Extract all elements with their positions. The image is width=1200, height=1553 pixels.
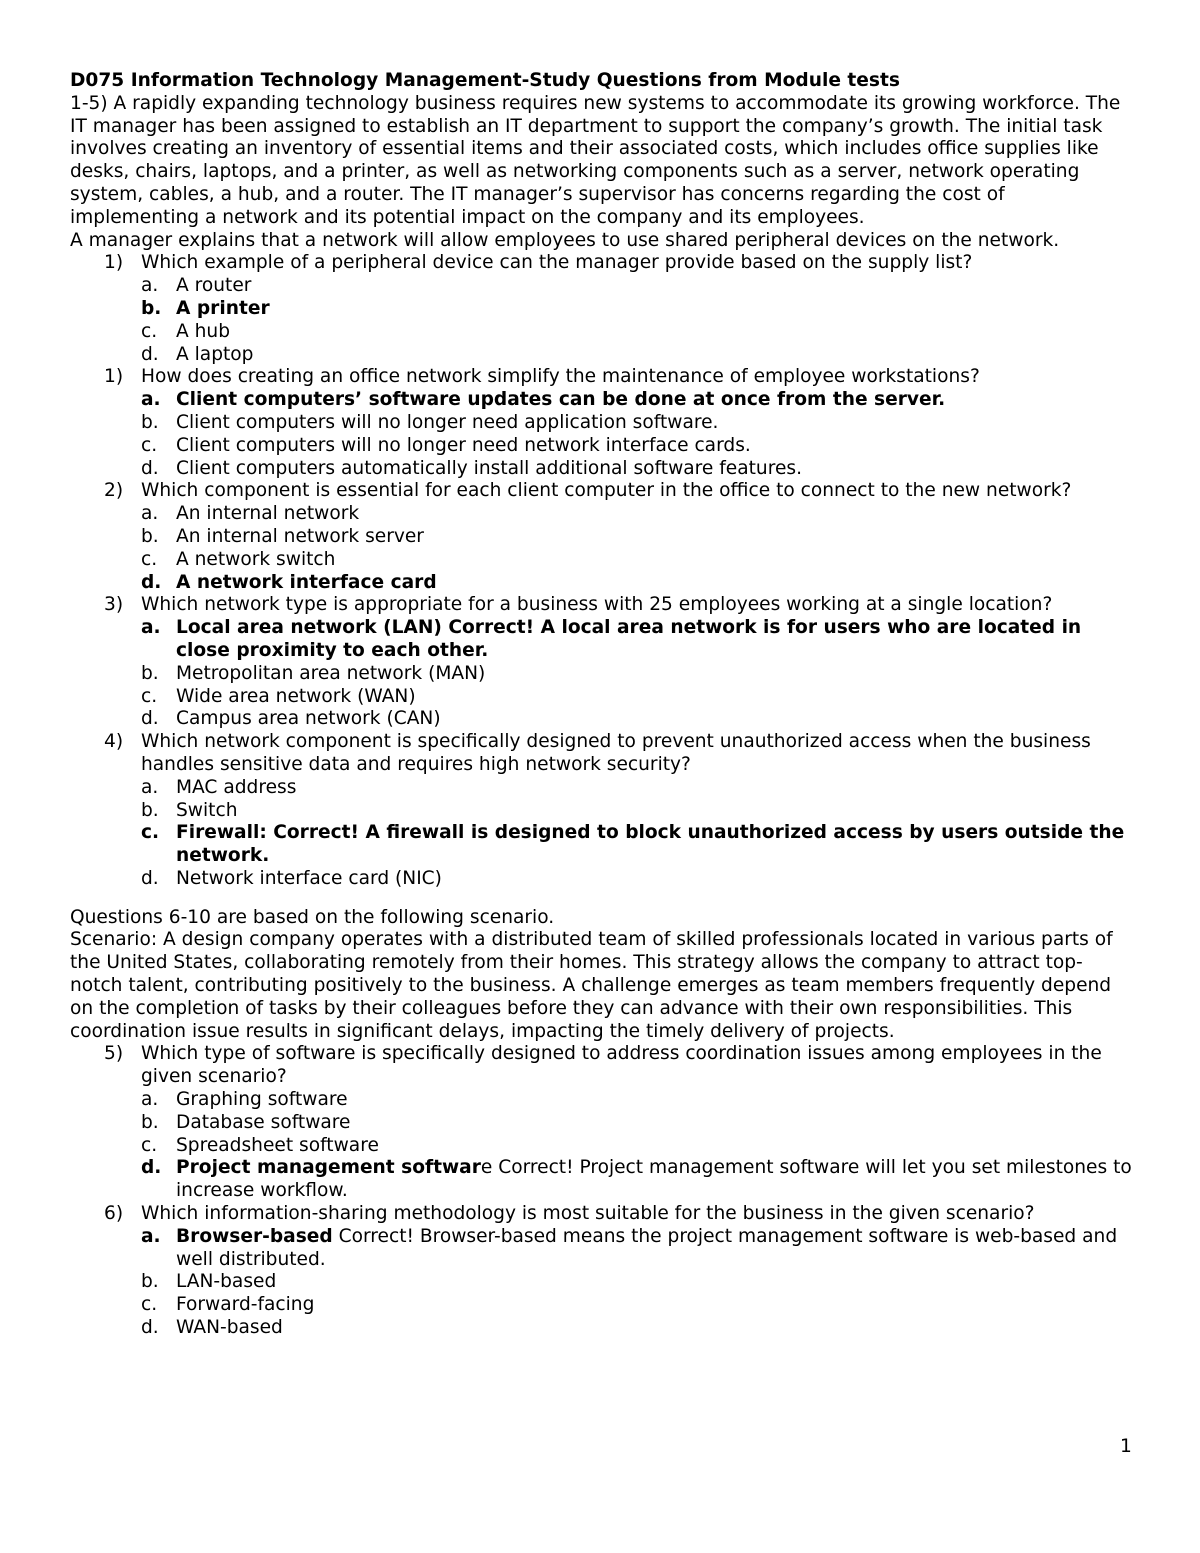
option-text: Forward-facing bbox=[176, 1294, 315, 1316]
option-text: e Correct! Project management software will let you set milestones to increase workflow. bbox=[176, 1157, 1132, 1202]
answer-option bbox=[70, 777, 1135, 800]
option-letter: d. bbox=[141, 457, 159, 479]
option-letter: c. bbox=[141, 320, 158, 342]
answer-option bbox=[70, 663, 1135, 686]
document-title: D075 Information Technology Management-Study Questions from Module tests bbox=[70, 70, 900, 91]
correct-answer-text: Client computers’ software updates can be done at once from the server. bbox=[176, 389, 946, 411]
option-letter: d. bbox=[141, 708, 159, 730]
option-text: An internal network bbox=[176, 503, 360, 525]
option-letter: a. bbox=[141, 503, 159, 525]
correct-answer-text: Project management softwar bbox=[176, 1157, 481, 1179]
option-letter: b. bbox=[141, 1271, 159, 1293]
question-item bbox=[70, 366, 1135, 389]
option-text: Switch bbox=[176, 799, 238, 821]
answer-option bbox=[70, 526, 1135, 549]
answer-option bbox=[70, 1135, 1135, 1158]
option-text: An internal network server bbox=[176, 525, 424, 547]
option-letter: b. bbox=[141, 1111, 159, 1133]
correct-answer-text: Local area network (LAN) Correct! A local area network is for users who are located in close proximity to each other. bbox=[176, 617, 1082, 661]
answer-option bbox=[70, 1294, 1135, 1317]
question-number: 1) bbox=[104, 366, 124, 388]
intro-followup: A manager explains that a network will allow employees to use shared peripheral devices on the network. bbox=[70, 229, 1060, 251]
option-letter: a. bbox=[141, 1225, 161, 1247]
question-item bbox=[70, 480, 1135, 503]
correct-answer-text: A network interface card bbox=[176, 571, 437, 593]
option-text: MAC address bbox=[176, 776, 297, 798]
answer-option bbox=[70, 344, 1135, 367]
answer-option bbox=[70, 822, 1135, 868]
intro-paragraph: 1-5) A rapidly expanding technology business requires new systems to accommodate its growing workforce. The IT manager has been assigned to establish an IT department to support the company’s growth. The initial task involves creating an inventory of essential items and their associated costs, which includes office supplies like desks, chairs, laptops, and a printer, as well as networking components such as a server, network operating system, cables, a hub, and a router. The IT manager’s supervisor has concerns regarding the cost of implementing a network and its potential impact on the company and its employees. bbox=[70, 92, 1121, 228]
option-letter: d. bbox=[141, 1317, 159, 1339]
option-text: A network switch bbox=[176, 548, 336, 570]
answer-option bbox=[70, 708, 1135, 731]
correct-answer-text: Firewall: Correct! A firewall is designed to block unauthorized access by users outside the network. bbox=[176, 822, 1125, 867]
answer-option bbox=[70, 572, 1135, 595]
answer-option bbox=[70, 1112, 1135, 1135]
page-number: 1 bbox=[1120, 1436, 1132, 1457]
option-text: Database software bbox=[176, 1111, 351, 1133]
option-letter: a. bbox=[141, 617, 161, 639]
answer-option bbox=[70, 275, 1135, 298]
section-gap bbox=[70, 891, 1135, 907]
option-text: A router bbox=[176, 275, 252, 297]
question-text: Which information-sharing methodology is most suitable for the business in the given scenario? bbox=[141, 1203, 1035, 1225]
question-number: 2) bbox=[104, 480, 124, 502]
option-letter: b. bbox=[141, 662, 159, 684]
option-letter: d. bbox=[141, 1157, 162, 1179]
option-text: Metropolitan area network (MAN) bbox=[176, 662, 486, 684]
option-letter: b. bbox=[141, 799, 159, 821]
answer-option bbox=[70, 458, 1135, 481]
option-letter: c. bbox=[141, 822, 160, 844]
option-text: Client computers will no longer need network interface cards. bbox=[176, 434, 751, 456]
option-letter: c. bbox=[141, 434, 158, 456]
answer-option bbox=[70, 321, 1135, 344]
question-text: Which example of a peripheral device can the manager provide based on the supply list? bbox=[141, 252, 973, 274]
section2-heading: Questions 6-10 are based on the following scenario. bbox=[70, 906, 555, 928]
option-letter: a. bbox=[141, 275, 159, 297]
option-text: Network interface card (NIC) bbox=[176, 867, 442, 889]
answer-option bbox=[70, 389, 1135, 412]
answer-option bbox=[70, 800, 1135, 823]
option-letter: d. bbox=[141, 571, 162, 593]
answer-option bbox=[70, 435, 1135, 458]
answer-option bbox=[70, 298, 1135, 321]
option-text: Client computers automatically install additional software features. bbox=[176, 457, 802, 479]
option-letter: a. bbox=[141, 389, 161, 411]
correct-answer-text: Browser-based bbox=[176, 1225, 333, 1247]
document-page bbox=[70, 70, 1135, 1340]
option-letter: c. bbox=[141, 685, 158, 707]
question-number: 5) bbox=[104, 1043, 124, 1065]
question-item bbox=[70, 594, 1135, 617]
answer-option bbox=[70, 1157, 1135, 1203]
question-list-2 bbox=[70, 1043, 1135, 1339]
option-text: Graphing software bbox=[176, 1089, 348, 1111]
option-letter: c. bbox=[141, 1134, 158, 1156]
answer-option bbox=[70, 412, 1135, 435]
answer-option bbox=[70, 617, 1135, 663]
question-text: Which network type is appropriate for a business with 25 employees working at a single location? bbox=[141, 594, 1053, 616]
question-text: Which type of software is specifically designed to address coordination issues among employees in the given scenario? bbox=[141, 1043, 1102, 1088]
option-text: A hub bbox=[176, 320, 231, 342]
option-letter: a. bbox=[141, 776, 159, 798]
option-text: WAN-based bbox=[176, 1317, 283, 1339]
option-letter: d. bbox=[141, 343, 159, 365]
option-text: Correct! Browser-based means the project management software is web-based and well distributed. bbox=[176, 1225, 1118, 1270]
option-letter: b. bbox=[141, 525, 159, 547]
option-text: LAN-based bbox=[176, 1271, 277, 1293]
option-letter: a. bbox=[141, 1089, 159, 1111]
question-number: 1) bbox=[104, 252, 124, 274]
correct-answer-text: A printer bbox=[176, 297, 270, 319]
option-text: A laptop bbox=[176, 343, 254, 365]
question-text: Which network component is specifically designed to prevent unauthorized access when the business handles sensitive data and requires high network security? bbox=[141, 731, 1091, 775]
option-letter: d. bbox=[141, 867, 159, 889]
option-letter: c. bbox=[141, 548, 158, 570]
option-letter: b. bbox=[141, 411, 159, 433]
answer-option bbox=[70, 1317, 1135, 1340]
question-item bbox=[70, 1203, 1135, 1226]
question-number: 6) bbox=[104, 1203, 124, 1225]
answer-option bbox=[70, 1226, 1135, 1272]
answer-option bbox=[70, 868, 1135, 891]
question-number: 3) bbox=[104, 594, 124, 616]
question-item bbox=[70, 1043, 1135, 1089]
option-letter: c. bbox=[141, 1294, 158, 1316]
answer-option bbox=[70, 503, 1135, 526]
option-text: Wide area network (WAN) bbox=[176, 685, 416, 707]
option-text: Campus area network (CAN) bbox=[176, 708, 441, 730]
question-text: How does creating an office network simplify the maintenance of employee workstations? bbox=[141, 366, 980, 388]
answer-option bbox=[70, 1271, 1135, 1294]
option-letter: b. bbox=[141, 297, 162, 319]
option-text: Spreadsheet software bbox=[176, 1134, 379, 1156]
question-list-1 bbox=[70, 252, 1135, 890]
answer-option bbox=[70, 549, 1135, 572]
answer-option bbox=[70, 686, 1135, 709]
question-text: Which component is essential for each client computer in the office to connect to the new network? bbox=[141, 480, 1072, 502]
question-number: 4) bbox=[104, 731, 124, 753]
scenario-paragraph: Scenario: A design company operates with a distributed team of skilled professionals located in various parts of the United States, collaborating remotely from their homes. This strategy allows the company to attract top-notch talent, contributing positively to the business. A challenge emerges as team members frequently depend on the completion of tasks by their colleagues before they can advance with their own responsibilities. This coordination issue results in significant delays, impacting the timely delivery of projects. bbox=[70, 929, 1113, 1042]
question-item bbox=[70, 252, 1135, 275]
question-item bbox=[70, 731, 1135, 777]
answer-option bbox=[70, 1089, 1135, 1112]
option-text: Client computers will no longer need application software. bbox=[176, 411, 719, 433]
